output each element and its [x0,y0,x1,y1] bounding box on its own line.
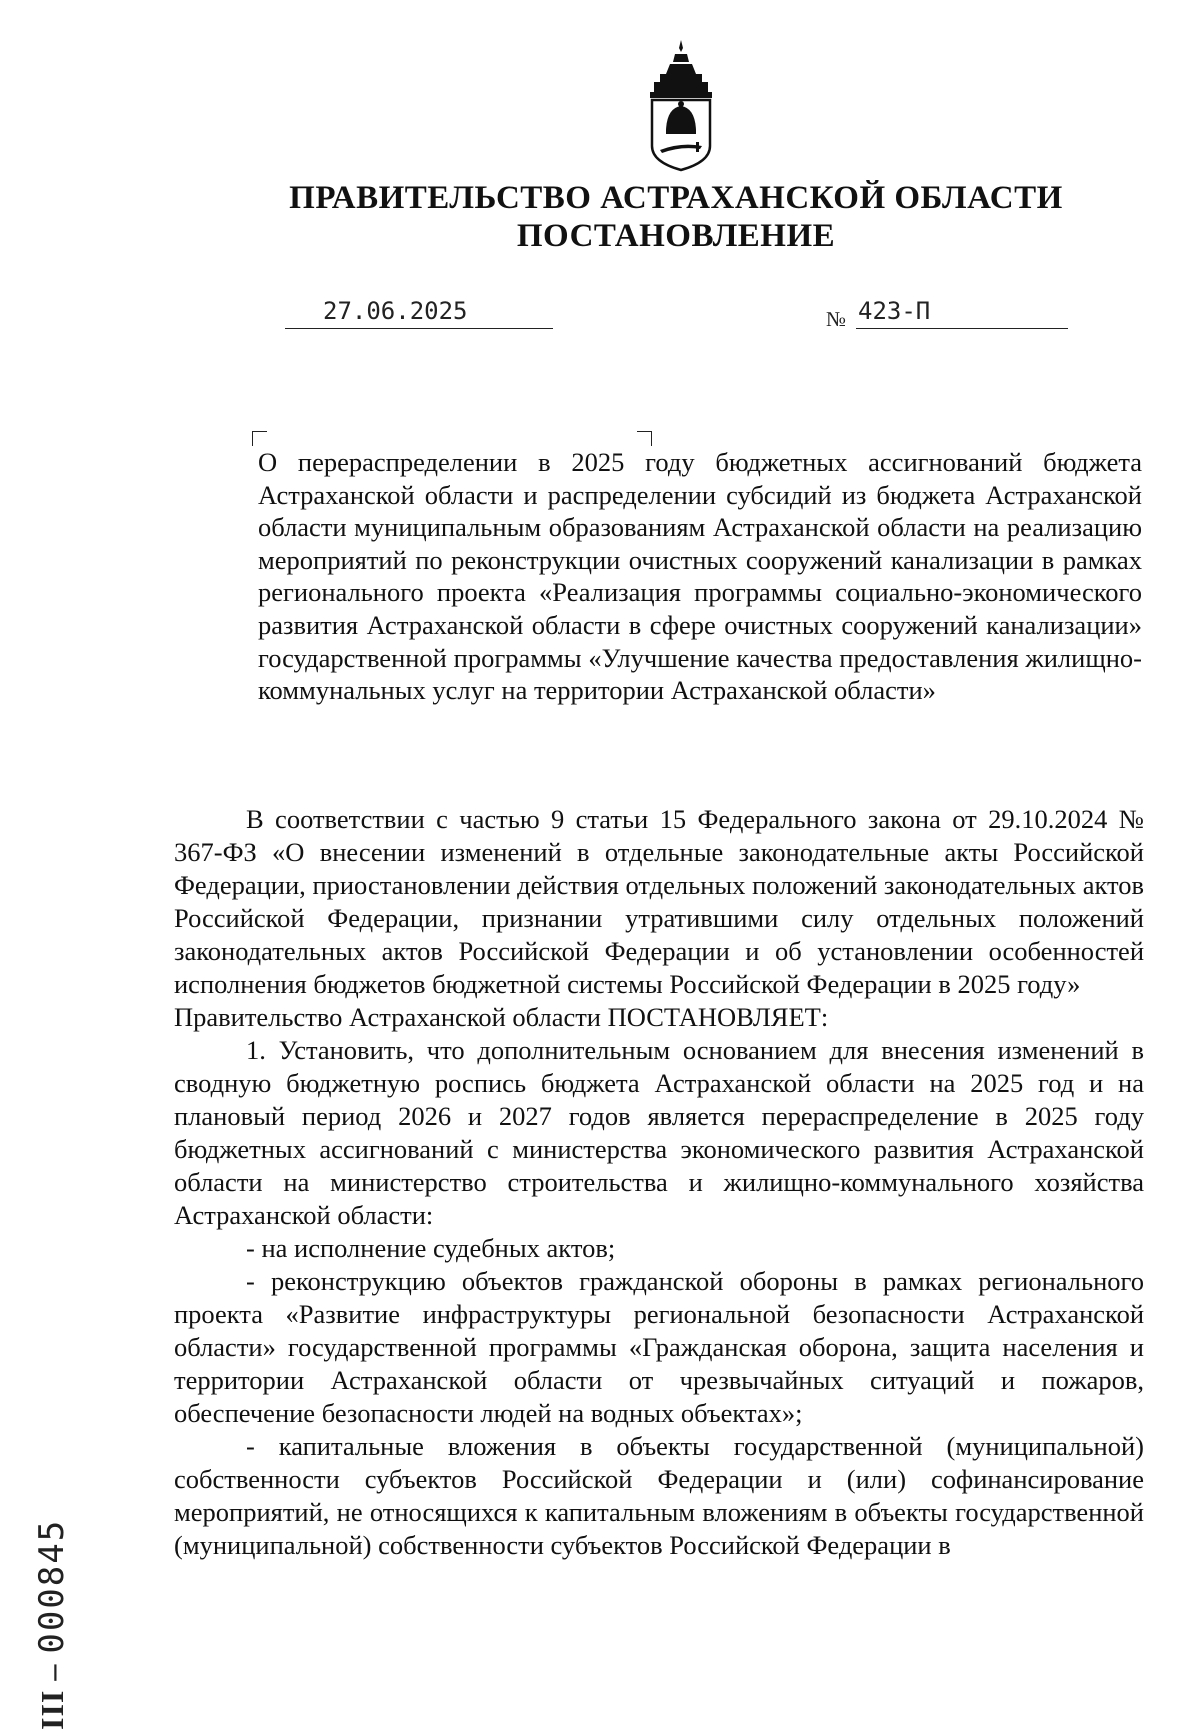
subitem-court-acts: - на исполнение судебных актов; [246,1233,616,1263]
number-field [856,296,1068,329]
document-title: О перераспределении в 2025 году бюджетных ассигнований бюджета Астраханской области и распределении субсидий из бюджета Астраханской области муниципальным образованиям Астраханской области на реализацию мероприятий по реконструкции очистных сооружений канализации в рамках регионального проекта «Реализация программы социально-экономического развития Астраханской области в сфере очистных сооружений канализации» государственной программы «Улучшение качества предоставления жилищно-коммунальных услуг на территории Астраханской области» [258,447,1142,706]
document-number: 423-П [858,297,931,325]
organization-heading: ПРАВИТЕЛЬСТВО АСТРАХАНСКОЙ ОБЛАСТИ [289,180,1063,216]
side-registration-code [32,1519,72,1730]
side-code-prefix: ІІІ – [34,1663,70,1730]
title-corner-right [637,431,652,446]
number-label: № [826,307,847,331]
side-code-digits: 000845 [32,1518,72,1654]
resolves-paragraph: Правительство Астраханской области ПОСТАНОВЛЯЕТ: [174,1002,829,1032]
date-field [285,296,553,329]
item-1-paragraph: 1. Установить, что дополнительным основанием для внесения изменений в сводную бюджетную роспись бюджета Астраханской области на 2025 год и на плановый период 2026 и 2027 годов является перераспределение в 2025 году бюджетных ассигнований с министерства экономического развития Астраханской области на министерство строительства и жилищно-коммунального хозяйства Астраханской области: [174,1035,1144,1230]
document-body [174,803,1144,1562]
document-date: 27.06.2025 [323,297,468,325]
subitem-capital-investments: - капитальные вложения в объекты государственной (муниципальной) собственности субъектов Российской Федерации и (или) софинансирование мероприятий, не относящихся к капитальным вложениям в объекты государственной (муниципальной) собственности субъектов Российской Федерации в [174,1431,1144,1560]
coat-of-arms-icon [640,38,722,172]
title-corner-left [252,431,267,446]
preamble-paragraph: В соответствии с частью 9 статьи 15 Федерального закона от 29.10.2024 № 367-ФЗ «О внесении изменений в отдельные законодательные акты Российской Федерации, приостановлении действия отдельных положений законодательных актов Российской Федерации, признании утратившими силу отдельных положений законодательных актов Российской Федерации и об установлении особенностей исполнения бюджетов бюджетной системы Российской Федерации в 2025 году» [174,804,1144,999]
subitem-civil-defense: - реконструкцию объектов гражданской обороны в рамках регионального проекта «Развитие инфраструктуры региональной безопасности Астраханской области» государственной программы «Гражданская оборона, защита населения и территории Астраханской области от чрезвычайных ситуаций и пожаров, обеспечение безопасности людей на водных объектах»; [174,1266,1144,1428]
document-type-heading: ПОСТАНОВЛЕНИЕ [516,218,836,254]
